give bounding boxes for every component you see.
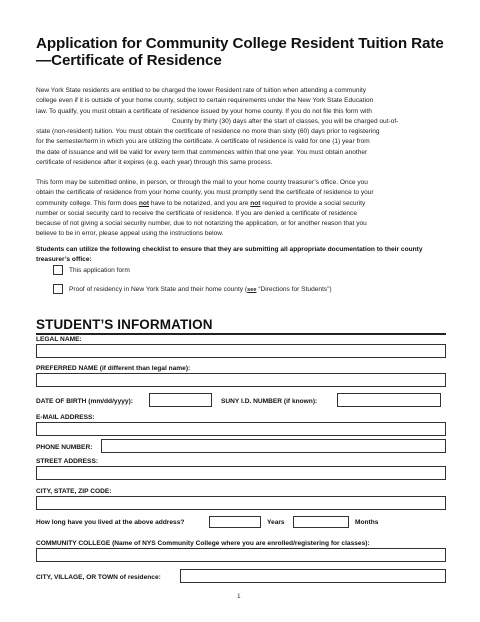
legal-name-field[interactable] bbox=[36, 344, 446, 358]
phone-field[interactable] bbox=[101, 439, 446, 453]
intro-line: college even if it is outside of your home county, subject to certain requirements under the New York State Education bbox=[36, 97, 374, 105]
application-form-checkbox[interactable] bbox=[53, 265, 63, 275]
proof-of-residency-checkbox[interactable] bbox=[53, 284, 63, 294]
email-field[interactable] bbox=[36, 422, 446, 436]
page-title: Application for Community College Resident Tuition Rate—Certificate of Residence bbox=[36, 35, 444, 69]
intro-line: County by thirty (30) days after the start of classes, you will be charged out-of- bbox=[172, 117, 399, 125]
intro-paragraph-2 bbox=[36, 178, 448, 240]
intro-paragraph-1 bbox=[36, 86, 448, 168]
intro-line: state (non-resident) tuition. You must obtain the certificate of residence no more than sixty (60) days prior to registering bbox=[36, 128, 380, 136]
email-label: E-MAIL ADDRESS: bbox=[36, 414, 95, 421]
months-label: Months bbox=[355, 519, 379, 526]
intro-line: certificate of residence after it expires (e.g. each year) through this same process. bbox=[36, 159, 273, 167]
intro-line: law. To qualify, you must obtain a certificate of residence issued by your home county. If you do not file this form with bbox=[36, 107, 372, 115]
section-divider bbox=[36, 333, 446, 335]
emphasis-not: not bbox=[138, 199, 150, 207]
community-college-field[interactable] bbox=[36, 548, 446, 562]
phone-label: PHONE NUMBER: bbox=[36, 444, 93, 451]
checklist-title: Students can utilize the following checklist to ensure that they are submitting all appropriate documentation to their county treasurer’s office: bbox=[36, 246, 423, 263]
suny-id-label: SUNY I.D. NUMBER (if known): bbox=[221, 398, 318, 405]
intro-line: number or social security card to receive the certificate of residence. If you are denied a certificate of residence bbox=[36, 209, 357, 217]
checklist-label: This application form bbox=[69, 266, 130, 274]
page-number: 1 bbox=[237, 593, 241, 600]
checklist-item-application bbox=[53, 265, 130, 275]
see-emphasis: see bbox=[247, 286, 257, 293]
emphasis-not: not bbox=[250, 199, 261, 207]
intro-line: because of not giving a social security number, due to not notarizing the application, or for another reason that you bbox=[36, 220, 367, 228]
suny-id-field[interactable] bbox=[337, 393, 441, 407]
section-title-student-information: STUDENT’S INFORMATION bbox=[36, 317, 213, 332]
intro-text: have to be notarized, and you are bbox=[149, 199, 251, 207]
date-of-birth-field[interactable] bbox=[149, 393, 212, 407]
checklist-item-proof bbox=[53, 284, 332, 294]
city-village-town-field[interactable] bbox=[180, 569, 446, 583]
street-address-field[interactable] bbox=[36, 466, 446, 480]
city-village-town-label: CITY, VILLAGE, OR TOWN of residence: bbox=[36, 574, 161, 581]
checklist-text: “Directions for Students”) bbox=[256, 285, 332, 293]
intro-line bbox=[36, 199, 448, 209]
city-state-zip-label: CITY, STATE, ZIP CODE: bbox=[36, 488, 112, 495]
months-field[interactable] bbox=[293, 516, 349, 528]
checklist-label bbox=[69, 286, 332, 293]
intro-line: obtain the certificate of residence from your home county, you must promptly send the certificate of residence to your bbox=[36, 189, 374, 197]
intro-text: community college. This form does bbox=[36, 199, 139, 207]
preferred-name-field[interactable] bbox=[36, 373, 446, 387]
years-label: Years bbox=[267, 519, 285, 526]
intro-line: believe to be in error, please appeal using the instructions below. bbox=[36, 230, 224, 238]
checklist-text: Proof of residency in New York State and their home county ( bbox=[69, 285, 248, 293]
community-college-label: COMMUNITY COLLEGE (Name of NYS Community College where you are enrolled/registering for classes): bbox=[36, 540, 370, 547]
intro-text: required to provide a social security bbox=[260, 199, 366, 207]
intro-line: for the semester/term in which you are utilizing the certificate. A certificate of residence is valid for one (1) year from bbox=[36, 138, 370, 146]
years-field[interactable] bbox=[209, 516, 261, 528]
residence-duration-label: How long have you lived at the above address? bbox=[36, 519, 185, 526]
intro-line: the date of issuance and will be valid for every term that commences within that one year. You must obtain another bbox=[36, 148, 368, 156]
street-address-label: STREET ADDRESS: bbox=[36, 458, 99, 465]
preferred-name-label: PREFERRED NAME (if different than legal name): bbox=[36, 365, 191, 372]
legal-name-label: LEGAL NAME: bbox=[36, 336, 82, 343]
date-of-birth-label: DATE OF BIRTH (mm/dd/yyyy): bbox=[36, 398, 133, 405]
city-state-zip-field[interactable] bbox=[36, 496, 446, 510]
intro-line: This form may be submitted online, in person, or through the mail to your home county treasurer’s office. Once you bbox=[36, 179, 368, 186]
intro-line: New York State residents are entitled to be charged the lower Resident rate of tuition when attending a community bbox=[36, 87, 367, 94]
